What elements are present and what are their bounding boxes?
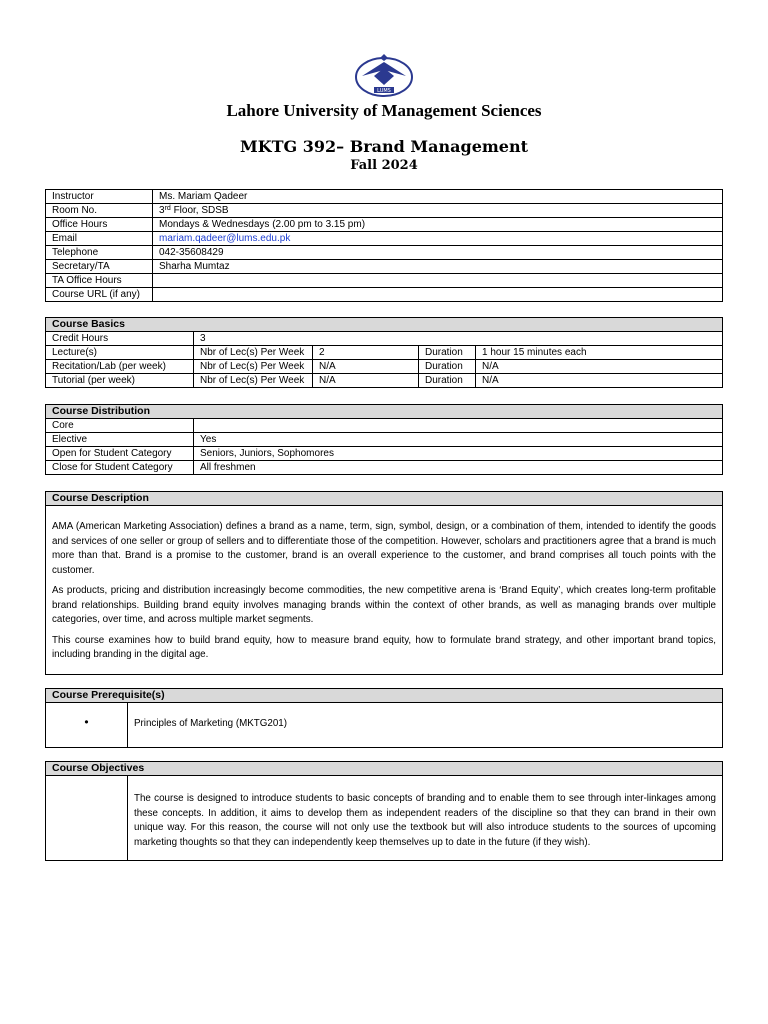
info-label: Course URL (if any) bbox=[46, 288, 153, 302]
bullet-icon: • bbox=[46, 703, 128, 747]
info-row-office-hours bbox=[46, 218, 723, 232]
basics-row-credit bbox=[46, 332, 723, 346]
course-distribution-table bbox=[45, 404, 723, 475]
basics-nbr-value: N/A bbox=[313, 360, 419, 374]
info-label: Telephone bbox=[46, 246, 153, 260]
distribution-label: Open for Student Category bbox=[46, 447, 194, 461]
info-value bbox=[153, 204, 723, 218]
distribution-label: Elective bbox=[46, 433, 194, 447]
university-name: Lahore University of Management Sciences bbox=[226, 101, 542, 120]
basics-label: Lecture(s) bbox=[46, 346, 194, 360]
info-value: Ms. Mariam Qadeer bbox=[153, 190, 723, 204]
description-paragraph: As products, pricing and distribution increasingly become commodities, the new competitive arena is ‘Brand Equity’, which creates long-term profitable brand relationships. Building brand equity involves managing brands within the context of other brands, as well as managing brands over multiple categories, over time, and across multiple market segments. bbox=[52, 585, 716, 625]
info-row-instructor bbox=[46, 190, 723, 204]
info-value bbox=[153, 288, 723, 302]
logo-text: LUMS bbox=[377, 88, 391, 94]
prerequisite-item: Principles of Marketing (MKTG201) bbox=[134, 718, 287, 729]
distribution-label: Close for Student Category bbox=[46, 461, 194, 475]
info-label: Room No. bbox=[46, 204, 153, 218]
basics-nbr-value: 2 bbox=[313, 346, 419, 360]
info-row-course-url bbox=[46, 288, 723, 302]
basics-nbr-label: Nbr of Lec(s) Per Week bbox=[194, 360, 313, 374]
course-prerequisites-heading: Course Prerequisite(s) bbox=[46, 689, 722, 703]
course-objectives-section bbox=[45, 761, 723, 861]
distribution-value: Yes bbox=[194, 433, 723, 447]
email-link[interactable]: mariam.qadeer@lums.edu.pk bbox=[159, 233, 291, 244]
info-row-email bbox=[46, 232, 723, 246]
basics-row-tutorial bbox=[46, 374, 723, 388]
info-label: Office Hours bbox=[46, 218, 153, 232]
room-floor-number: 3 bbox=[159, 205, 165, 216]
room-floor-ordinal: rd bbox=[164, 205, 171, 212]
info-label: Secretary/TA bbox=[46, 260, 153, 274]
basics-label: Tutorial (per week) bbox=[46, 374, 194, 388]
info-row-telephone bbox=[46, 246, 723, 260]
basics-duration-value: N/A bbox=[476, 360, 723, 374]
basics-label: Credit Hours bbox=[46, 332, 194, 346]
description-paragraph: AMA (American Marketing Association) defines a brand as a name, term, sign, symbol, design, or a combination of them, intended to identify the goods and services of one seller or group of sellers and to differentiate those of the competition. However, scholars and practitioners agree that a brand is much more than that. Brand is a promise to the customer, brand is an overall experience to the customer, and brand comprises all touch points with the customer. bbox=[52, 521, 716, 576]
info-value: Mondays & Wednesdays (2.00 pm to 3.15 pm) bbox=[153, 218, 723, 232]
distribution-row-open bbox=[46, 447, 723, 461]
course-basics-table bbox=[45, 317, 723, 388]
course-prerequisites-section bbox=[45, 688, 723, 748]
objectives-text: The course is designed to introduce students to basic concepts of branding and to enable them to see through inter-linkages among these concepts. In addition, it aims to develop them as independent readers of the discipline so that they can brand in their own unique way. For this reason, the course will not only use the textbook but will also introduce students to the sources of upcoming marketing thoughts so that they can independently keep themselves up to date in the future (if they wish). bbox=[134, 793, 716, 848]
distribution-label: Core bbox=[46, 419, 194, 433]
info-row-room bbox=[46, 204, 723, 218]
basics-duration-label: Duration bbox=[419, 346, 476, 360]
course-distribution-heading: Course Distribution bbox=[46, 405, 723, 419]
distribution-row-elective bbox=[46, 433, 723, 447]
basics-duration-label: Duration bbox=[419, 360, 476, 374]
basics-nbr-value: N/A bbox=[313, 374, 419, 388]
lums-logo bbox=[352, 50, 416, 98]
term: Fall 2024 bbox=[350, 158, 418, 173]
info-label: Email bbox=[46, 232, 153, 246]
instructor-info-table bbox=[45, 189, 723, 302]
course-objectives-heading: Course Objectives bbox=[46, 762, 722, 776]
distribution-value: All freshmen bbox=[194, 461, 723, 475]
basics-duration-value: N/A bbox=[476, 374, 723, 388]
basics-row-recitation bbox=[46, 360, 723, 374]
info-value: Sharha Mumtaz bbox=[153, 260, 723, 274]
info-label: Instructor bbox=[46, 190, 153, 204]
distribution-row-close bbox=[46, 461, 723, 475]
course-description-heading: Course Description bbox=[46, 492, 722, 506]
description-paragraph: This course examines how to build brand equity, how to measure brand equity, how to formulate brand strategy, and other important brand topics, including branding in the digital age. bbox=[52, 634, 716, 660]
basics-duration-value: 1 hour 15 minutes each bbox=[476, 346, 723, 360]
info-value: 042-35608429 bbox=[153, 246, 723, 260]
basics-duration-label: Duration bbox=[419, 374, 476, 388]
basics-value: 3 bbox=[194, 332, 723, 346]
distribution-value: Seniors, Juniors, Sophomores bbox=[194, 447, 723, 461]
room-location: Floor, SDSB bbox=[170, 205, 229, 216]
basics-label: Recitation/Lab (per week) bbox=[46, 360, 194, 374]
info-row-secretary bbox=[46, 260, 723, 274]
basics-row-lecture bbox=[46, 346, 723, 360]
course-description-section bbox=[45, 491, 723, 675]
basics-nbr-label: Nbr of Lec(s) Per Week bbox=[194, 346, 313, 360]
info-row-ta-office-hours bbox=[46, 274, 723, 288]
basics-nbr-label: Nbr of Lec(s) Per Week bbox=[194, 374, 313, 388]
course-title: MKTG 392– Brand Management bbox=[239, 137, 528, 156]
course-basics-heading: Course Basics bbox=[46, 318, 723, 332]
objectives-blank-cell bbox=[46, 776, 128, 860]
info-label: TA Office Hours bbox=[46, 274, 153, 288]
info-value bbox=[153, 274, 723, 288]
distribution-row-core bbox=[46, 419, 723, 433]
distribution-value bbox=[194, 419, 723, 433]
